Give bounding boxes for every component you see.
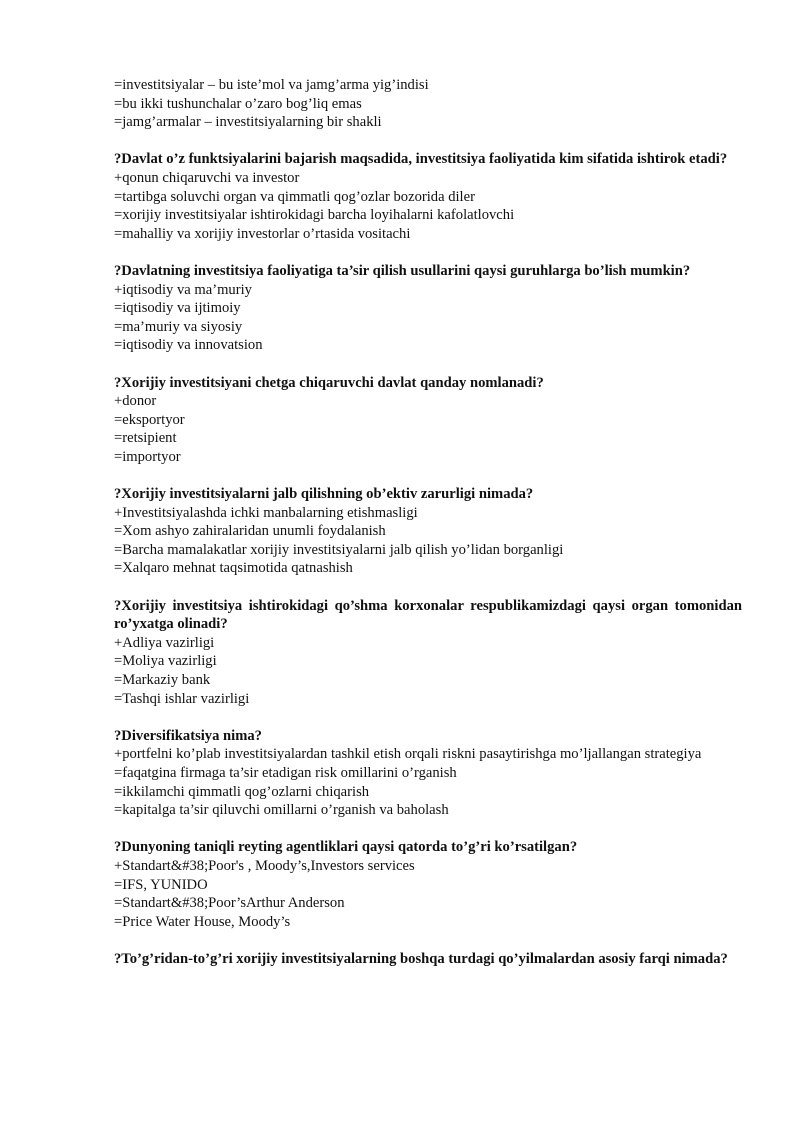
answer-option: =Price Water House, Moody’s: [114, 913, 291, 930]
answer-option: =Xalqaro mehnat taqsimotida qatnashish: [114, 560, 353, 577]
answer-option: =jamg’armalar – investitsiyalarning bir shakli: [114, 114, 382, 131]
question-block: [114, 597, 742, 709]
question-text: ?Diversifikatsiya nima?: [114, 727, 262, 744]
question-block: [114, 950, 742, 969]
question-text: ?Xorijiy investitsiya ishtirokidagi qo’shma korxonalar respublikamizdagi qaysi organ tomonidan ro’yxatga olinadi?: [114, 597, 742, 633]
answer-option: =Tashqi ishlar vazirligi: [114, 690, 250, 707]
answer-option: =importyor: [114, 448, 181, 465]
answer-option: =Xom ashyo zahiralaridan unumli foydalanish: [114, 523, 386, 540]
answer-option: =iqtisodiy va innovatsion: [114, 337, 263, 354]
question-block: [114, 262, 742, 355]
answer-option: =iqtisodiy va ijtimoiy: [114, 300, 241, 317]
answer-option: =Standart&#38;Poor’sArthur Anderson: [114, 895, 345, 912]
answer-option: =eksportyor: [114, 411, 185, 428]
answer-option: +qonun chiqaruvchi va investor: [114, 169, 300, 186]
question-text: ?Davlatning investitsiya faoliyatiga ta’sir qilish usullarini qaysi guruhlarga bo’lish mumkin?: [114, 262, 691, 279]
question-block: [114, 727, 742, 820]
answer-option: +iqtisodiy va ma’muriy: [114, 281, 252, 298]
answer-option: +portfelni ko’plab investitsiyalardan tashkil etish orqali riskni pasaytirishga mo’ljallangan strategiya: [114, 746, 702, 763]
question-block: [114, 150, 742, 243]
question-block: [114, 485, 742, 578]
answer-option: =xorijiy investitsiyalar ishtirokidagi barcha loyihalarni kafolatlovchi: [114, 207, 515, 224]
answer-option: +Investitsiyalashda ichki manbalarning etishmasligi: [114, 504, 418, 521]
answer-option: =tartibga soluvchi organ va qimmatli qog’ozlar bozorida diler: [114, 188, 475, 205]
answer-option: =ikkilamchi qimmatli qog’ozlarni chiqarish: [114, 783, 370, 800]
answer-option: =retsipient: [114, 430, 177, 447]
answer-option: =faqatgina firmaga ta’sir etadigan risk omillarini o’rganish: [114, 764, 457, 781]
answer-option: =IFS, YUNIDO: [114, 876, 208, 893]
answer-option: +donor: [114, 393, 157, 410]
question-text: ?To’g’ridan-to’g’ri xorijiy investitsiyalarning boshqa turdagi qo’yilmalardan asosiy farqi nimada?: [114, 950, 728, 967]
answer-option: =Markaziy bank: [114, 672, 211, 688]
answer-option: +Standart&#38;Poor's , Moody’s,Investors services: [114, 857, 415, 874]
answer-option: =ma’muriy va siyosiy: [114, 318, 243, 335]
question-text: ?Xorijiy investitsiyani chetga chiqaruvchi davlat qanday nomlanadi?: [114, 374, 544, 391]
question-block: [114, 374, 742, 467]
question-text: ?Xorijiy investitsiyalarni jalb qilishning ob’ektiv zarurligi nimada?: [114, 486, 534, 503]
question-text: ?Dunyoning taniqli reyting agentliklari qaysi qatorda to’g’ri ko’rsatilgan?: [114, 839, 578, 856]
answer-option: +Adliya vazirligi: [114, 634, 215, 651]
answer-option: =Moliya vazirligi: [114, 653, 217, 670]
answer-option: =investitsiyalar – bu iste’mol va jamg’arma yig’indisi: [114, 77, 429, 93]
answer-option: =Barcha mamalakatlar xorijiy investitsiyalarni jalb qilish yo’lidan borganligi: [114, 541, 564, 558]
answer-option: =bu ikki tushunchalar o’zaro bog’liq emas: [114, 95, 362, 112]
lead-answers: [114, 76, 742, 132]
answer-option: =kapitalga ta’sir qiluvchi omillarni o’rganish va baholash: [114, 802, 449, 819]
question-text: ?Davlat o’z funktsiyalarini bajarish maqsadida, investitsiya faoliyatida kim sifatida ishtirok etadi?: [114, 151, 728, 168]
document-page: [114, 76, 742, 987]
question-block: [114, 838, 742, 931]
answer-option: =mahalliy va xorijiy investorlar o’rtasida vositachi: [114, 225, 411, 242]
